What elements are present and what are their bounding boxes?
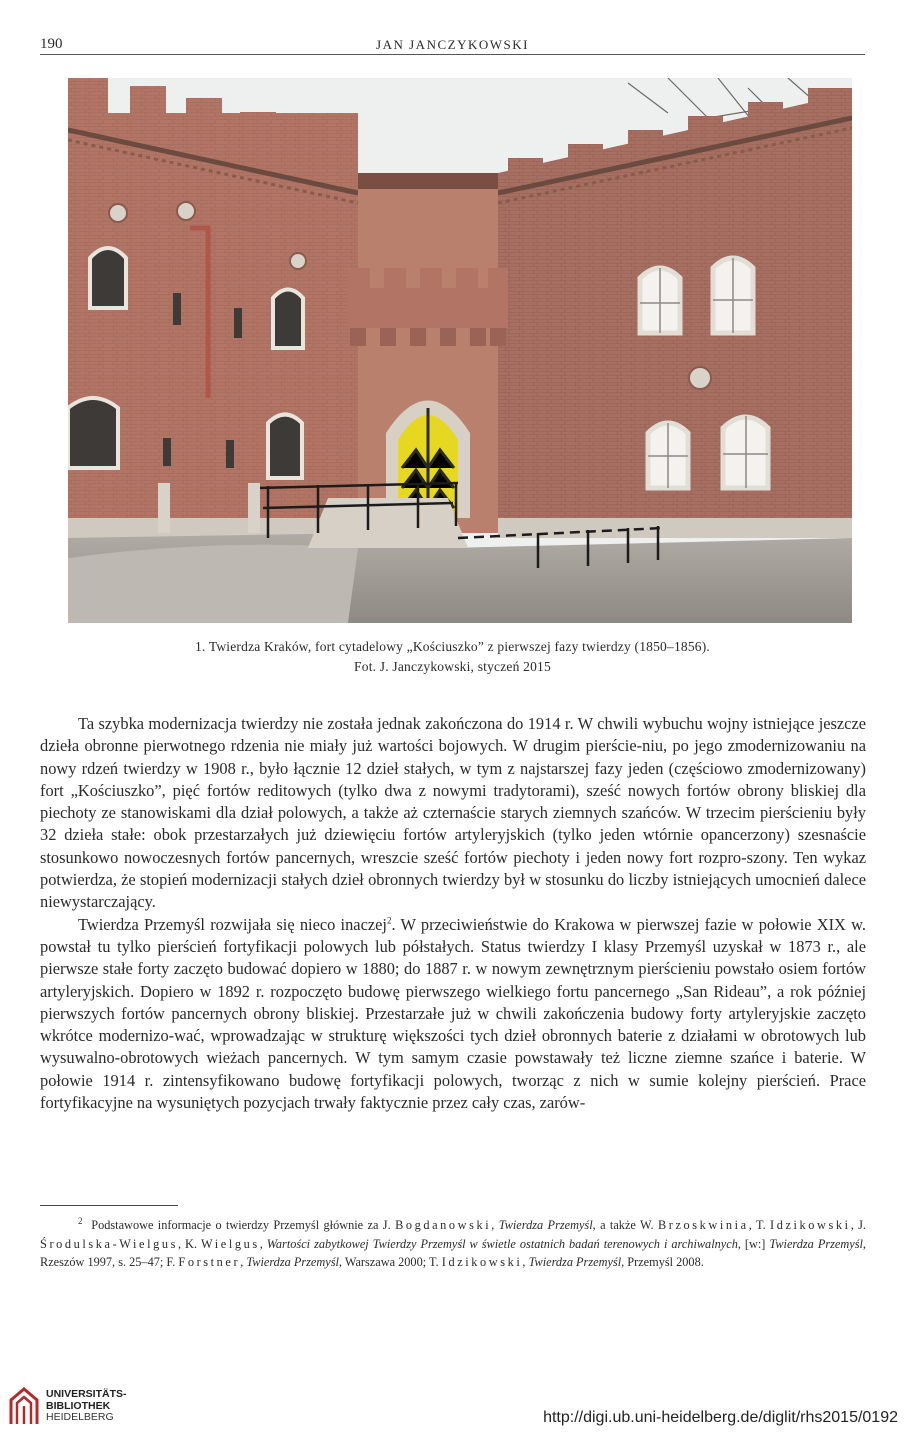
- library-logo[interactable]: [8, 1386, 128, 1426]
- fn-title: Twierdza Przemyśl: [528, 1255, 622, 1269]
- fn-author: Idzikowski: [441, 1255, 523, 1269]
- permalink-url[interactable]: http://digi.ub.uni-heidelberg.de/diglit/rhs2015/0192: [543, 1409, 898, 1426]
- fn-title: Twierdza Przemyśl: [498, 1218, 593, 1232]
- fn-text: , T.: [748, 1218, 771, 1232]
- caption-line-1: 1. Twierdza Kraków, fort cytadelowy „Kościuszko” z pierwszej fazy twierdzy (1850–1856).: [194, 639, 711, 654]
- logo-line-2: BIBLIOTHEK: [46, 1399, 111, 1412]
- running-header: [40, 34, 865, 55]
- logo-line-3: HEIDELBERG: [46, 1411, 114, 1423]
- fn-text: , K.: [177, 1236, 202, 1251]
- paragraph-2-start: Twierdza Przemyśl rozwijała się nieco inaczej: [78, 914, 387, 934]
- fn-author: Forstner: [178, 1255, 241, 1269]
- fn-author: Bogdanowski: [395, 1218, 492, 1232]
- fn-author: Brzoskwinia: [657, 1218, 749, 1232]
- fn-text: , [w:]: [737, 1236, 770, 1251]
- page-number: 190: [40, 36, 63, 52]
- fn-author: Środulska-Wielgus: [40, 1236, 178, 1251]
- main-text: [40, 713, 866, 1114]
- paragraph-1: Ta szybka modernizacja twierdzy nie została jednak zakończona do 1914 r. W chwili wybuchu wojny istniejące jeszcze dzieła obronne pierwotnego rdzenia nie miały już wartości bojowych. W drugim pierście-niu, po jego zmodernizowaniu na nowy rdzeń twierdzy w 1908 r., było łącznie 12 dzieł stałych, w tym z najstarszej fazy jeden (częściowo zmodernizowany) fort „Kościuszko”, pięć fortów reditowych (tylko dwa z nowymi tradytorami), sześć nowych fortów obrony bliskiej dla piechoty ze stanowiskami dla dział polowych, a także aż czternaście starych ziemnych szańców. W trzecim pierścieniu były 32 dzieła stałe: obok przestarzałych już dziewięciu fortów artyleryjskich (tylko jeden wtórnie opancerzony) szesnaście stosunkowo nowoczesnych fortów pancernych, wreszcie sześć fortów piechoty i jeden nowy fort rozpro-szony. Ten wykaz potwierdza, że stopień modernizacji stałych dzieł obronnych twierdzy był w stosunku do liczby istniejących umocnień dalece niewystarczający.: [40, 714, 866, 912]
- fn-text: , a także W.: [592, 1218, 658, 1232]
- fn-text: ,: [491, 1218, 499, 1232]
- fn-text: , J.: [850, 1218, 867, 1232]
- figure-caption: [40, 637, 865, 677]
- footnote: [40, 1216, 866, 1272]
- fn-text: ,: [240, 1255, 247, 1269]
- fn-text: , Rzeszów 1997, s. 25–47; F.: [40, 1236, 866, 1269]
- caption-line-2: Fot. J. Janczykowski, styczeń 2015: [354, 659, 551, 674]
- fn-text: Podstawowe informacje o twierdzy Przemyśl głównie za J.: [91, 1218, 396, 1232]
- fn-title: Wartości zabytkowej Twierdzy Przemyśl w świetle ostatnich badań terenowych i archiwalnych: [266, 1236, 738, 1251]
- fn-text: , Warszawa 2000; T.: [338, 1255, 442, 1269]
- logo-line-1: UNIVERSITÄTS-: [46, 1388, 127, 1400]
- running-title: JAN JANCZYKOWSKI: [376, 37, 529, 52]
- fn-title: Twierdza Przemyśl: [246, 1255, 339, 1269]
- footnote-rule: [40, 1205, 178, 1206]
- footnote-2: [40, 1216, 866, 1272]
- library-logo-text: [46, 1389, 127, 1424]
- paragraph-2-rest: . W przeciwieństwie do Krakowa w pierwszej fazie w połowie XIX w. powstał tu tylko pierścień fortyfikacji polowych lub półstałych. Status twierdzy I klasy Przemyśl uzyskał w 1873 r., ale pierwsze stałe forty zaczęto budować dopiero w 1880; do 1887 r. w nowym zewnętrznym pierścieniu powstało osiem fortów artyleryjskich. Dopiero w 1892 r. rozpoczęto budowę pierwszego wielkiego fortu pancernego „San Rideau”, a rok później pierwszych fortów pancernych obrony bliskiej. Przestarzałe już w chwili zakończenia budowy forty artyleryjskie zaczęto wkrótce modernizo-wać, wprowadzając w strukturę większości tych dzieł obronnych baterie z działami w obrotowych lub wysuwalno-obrotowych wieżach pancernych. W tym samym czasie powstawały też liczne ziemne szańce i baterie. W połowie 1914 r. zintensyfikowano budowę fortyfikacji polowych, tworząc z nich w sumie kolejny pierścień. Prace fortyfikacyjne na wysuniętych pozycjach trwały faktycznie przez cały czas, zarów-: [40, 914, 866, 1113]
- library-logo-icon: [8, 1386, 40, 1426]
- fn-text: , Przemyśl 2008.: [621, 1255, 704, 1269]
- fn-title: Twierdza Przemyśl: [769, 1236, 863, 1251]
- fn-author: Wielgus: [201, 1236, 260, 1251]
- fn-text: ,: [522, 1255, 529, 1269]
- footnote-reference[interactable]: 2: [386, 915, 392, 926]
- fn-author: Idzikowski: [770, 1218, 851, 1232]
- footnote-number: 2: [78, 1215, 83, 1226]
- paragraph-2: [40, 914, 866, 1115]
- fort-photograph: [68, 78, 852, 623]
- fn-text: ,: [259, 1236, 267, 1251]
